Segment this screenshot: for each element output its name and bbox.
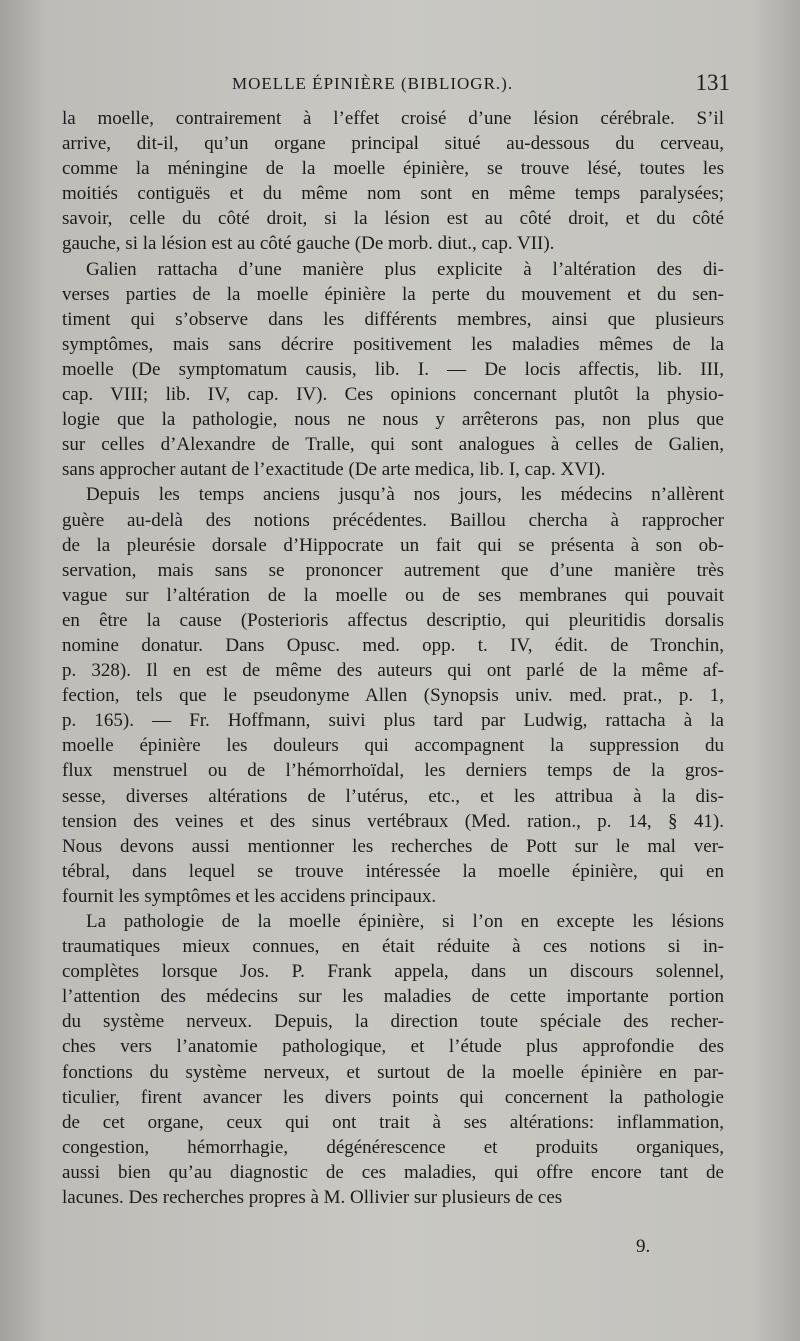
text-line: tension des veines et des sinus vertébraux (Med. ration., p. 14, § 41). xyxy=(62,810,724,832)
text-line: fonctions du système nerveux, et surtout de la moelle épinière en par- xyxy=(62,1061,724,1083)
text-line: tébral, dans lequel se trouve intéressée la moelle épinière, qui en xyxy=(62,860,724,882)
text-line: aussi bien qu’au diagnostic de ces maladies, qui offre encore tant de xyxy=(62,1161,724,1183)
page-header xyxy=(62,70,730,104)
text-line: vague sur l’altération de la moelle ou de ses membranes qui pouvait xyxy=(62,584,724,606)
text-line: la moelle, contrairement à l’effet croisé d’une lésion cérébrale. S’il xyxy=(62,108,724,129)
text-line: flux menstruel ou de l’hémorrhoïdal, les derniers temps de la gros- xyxy=(62,760,724,782)
text-line: nomine donatur. Dans Opusc. med. opp. t. IV, édit. de Tronchin, xyxy=(62,634,724,656)
text-line: timent qui s’observe dans les différents membres, ainsi que plusieurs xyxy=(62,308,724,330)
text-line: comme la méningine de la moelle épinière, se trouve lésé, toutes les xyxy=(62,158,724,180)
text-line: lacunes. Des recherches propres à M. Ollivier sur plusieurs de ces xyxy=(62,1187,563,1209)
paragraph xyxy=(62,106,724,257)
text-line: servation, mais sans se prononcer autrement que d’une manière très xyxy=(62,559,724,581)
text-line: p. 328). Il en est de même des auteurs qui ont parlé de la même af- xyxy=(62,660,724,682)
text-line: moelle épinière les douleurs qui accompagnent la suppression du xyxy=(62,735,724,757)
signature-mark: 9. xyxy=(636,1236,651,1257)
text-line: sur celles d’Alexandre de Tralle, qui sont analogues à celles de Galien, xyxy=(62,434,724,456)
text-line: fection, tels que le pseudonyme Allen (Synopsis univ. med. prat., p. 1, xyxy=(62,685,724,707)
text-line: Nous devons aussi mentionner les recherches de Pott sur le mal ver- xyxy=(62,835,724,857)
paragraph xyxy=(62,257,724,483)
text-line: en être la cause (Posterioris affectus descriptio, qui pleuritidis dorsalis xyxy=(62,609,724,631)
text-line: ches vers l’anatomie pathologique, et l’étude plus approfondie des xyxy=(62,1036,724,1058)
page-number: 131 xyxy=(695,70,730,95)
text-line: sesse, diverses altérations de l’utérus, etc., et les attribua à la dis- xyxy=(62,785,724,807)
text-line: traumatiques mieux connues, en était réduite à ces notions si in- xyxy=(62,936,724,958)
text-line: Galien rattacha d’une manière plus explicite à l’altération des di- xyxy=(86,258,724,280)
text-line: p. 165). — Fr. Hoffmann, suivi plus tard par Ludwig, rattacha à la xyxy=(62,710,724,732)
text-line: savoir, celle du côté droit, si la lésion est au côté droit, et du côté xyxy=(62,208,724,230)
text-line: moitiés contiguës et du même nom sont en même temps paralysées; xyxy=(62,183,724,205)
text-line: Depuis les temps anciens jusqu’à nos jours, les médecins n’allèrent xyxy=(86,484,724,506)
text-line: moelle (De symptomatum causis, lib. I. — De locis affectis, lib. III, xyxy=(62,358,724,380)
paragraph xyxy=(62,482,724,909)
text-line: de la pleurésie dorsale d’Hippocrate un fait qui se présenta à son ob- xyxy=(62,534,724,556)
text-line: verses parties de la moelle épinière la perte du mouvement et du sen- xyxy=(62,283,724,305)
text-line: guère au-delà des notions précédentes. Baillou chercha à rapprocher xyxy=(62,509,724,531)
text-line: logie que la pathologie, nous ne nous y arrêterons pas, non plus que xyxy=(62,409,724,431)
text-line: complètes lorsque Jos. P. Frank appela, dans un discours solennel, xyxy=(62,961,724,983)
text-line: symptômes, mais sans décrire positivement les maladies mêmes de la xyxy=(62,333,724,355)
text-line: sans approcher autant de l’exactitude (De arte medica, lib. I, cap. XVI). xyxy=(62,459,606,481)
text-line: fournit les symptômes et les accidens principaux. xyxy=(62,885,437,907)
text-line: ticulier, firent avancer les divers points qui concernent la pathologie xyxy=(62,1086,724,1108)
text-line: de cet organe, ceux qui ont trait à ses altérations: inflammation, xyxy=(62,1111,724,1133)
text-line: cap. VIII; lib. IV, cap. IV). Ces opinions concernant plutôt la physio- xyxy=(62,384,724,406)
body-text xyxy=(62,106,724,1210)
text-line: l’attention des médecins sur les maladies de cette importante portion xyxy=(62,986,724,1008)
text-line: congestion, hémorrhagie, dégénérescence et produits organiques, xyxy=(62,1136,724,1158)
running-title: MOELLE ÉPINIÈRE (BIBLIOGR.). xyxy=(232,74,514,93)
text-line: arrive, dit-il, qu’un organe principal situé au-dessous du cerveau, xyxy=(62,133,724,155)
text-line: La pathologie de la moelle épinière, si l’on en excepte les lésions xyxy=(86,911,724,932)
paragraph xyxy=(62,909,724,1210)
text-line: gauche, si la lésion est au côté gauche (De morb. diut., cap. VII). xyxy=(62,233,555,255)
text-line: du système nerveux. Depuis, la direction toute spéciale des recher- xyxy=(62,1011,724,1033)
